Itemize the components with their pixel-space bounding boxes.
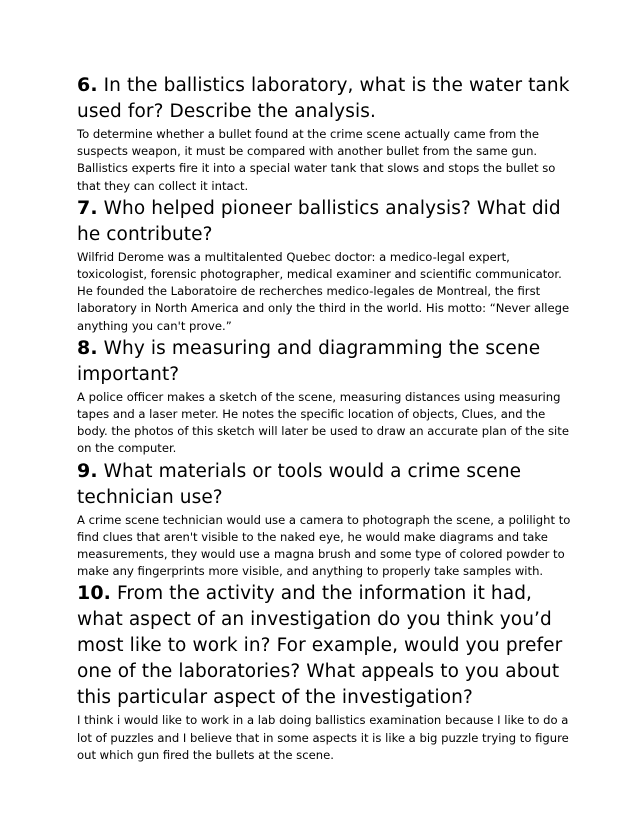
answer-text: I think i would like to work in a lab doing ballistics examination because I like to do a lot of puzzles and I believe that in some aspects it is like a big puzzle trying to figure out which gun fired the bullets at the scene. (77, 713, 569, 762)
question-heading (77, 335, 577, 388)
question-block-6 (77, 72, 577, 195)
question-number: 8. (77, 336, 98, 359)
question-heading (77, 72, 577, 125)
question-number: 10. (77, 582, 111, 605)
question-text: Who helped pioneer ballistics analysis? What did he contribute? (77, 197, 561, 245)
question-text: In the ballistics laboratory, what is the water tank used for? Describe the analysis. (77, 75, 570, 122)
answer-text: Wilfrid Derome was a multitalented Quebec doctor: a medico-legal expert, toxicologist, forensic photographer, medical examiner and scientific communicator. He founded the Laboratoire de recherches medico-legales de Montreal, the first laboratory in North America and only the third in the world. His motto: “Never allege anything you can't prove.” (77, 249, 570, 333)
answer-text: A police officer makes a sketch of the scene, measuring distances using measuring tapes and a laser meter. He notes the specific location of objects, Clues, and the body. the photos of this sketch will later be used to draw an accurate plan of the site on the computer. (77, 389, 569, 456)
document-page (77, 72, 577, 764)
question-heading (77, 195, 577, 248)
question-text: What materials or tools would a crime scene technician use? (77, 460, 522, 508)
question-heading (77, 580, 577, 711)
question-block-9 (77, 458, 577, 581)
question-number: 9. (77, 459, 98, 482)
question-number: 6. (77, 74, 98, 96)
question-text: Why is measuring and diagramming the scene important? (77, 337, 541, 385)
question-block-8 (77, 335, 577, 458)
answer-text: To determine whether a bullet found at the crime scene actually came from the suspects weapon, it must be compared with another bullet from the same gun. Ballistics experts fire it into a special water tank that slows and stops the bullet so that they can collect it intact. (77, 127, 556, 193)
question-block-7 (77, 195, 577, 335)
question-text: From the activity and the information it had, what aspect of an investigation do you think you’d most like to work in? For example, would you prefer one of the laboratories? What appeals to you about this particular aspect of the investigation? (77, 583, 563, 709)
question-number: 7. (77, 196, 98, 219)
question-block-10 (77, 580, 577, 764)
answer-text: A crime scene technician would use a camera to photograph the scene, a polilight to find clues that aren't visible to the naked eye, he would make diagrams and take measurements, they would use a magna brush and some type of colored powder to make any fingerprints more visible, and anything to properly take samples with. (77, 512, 571, 579)
question-heading (77, 458, 577, 511)
